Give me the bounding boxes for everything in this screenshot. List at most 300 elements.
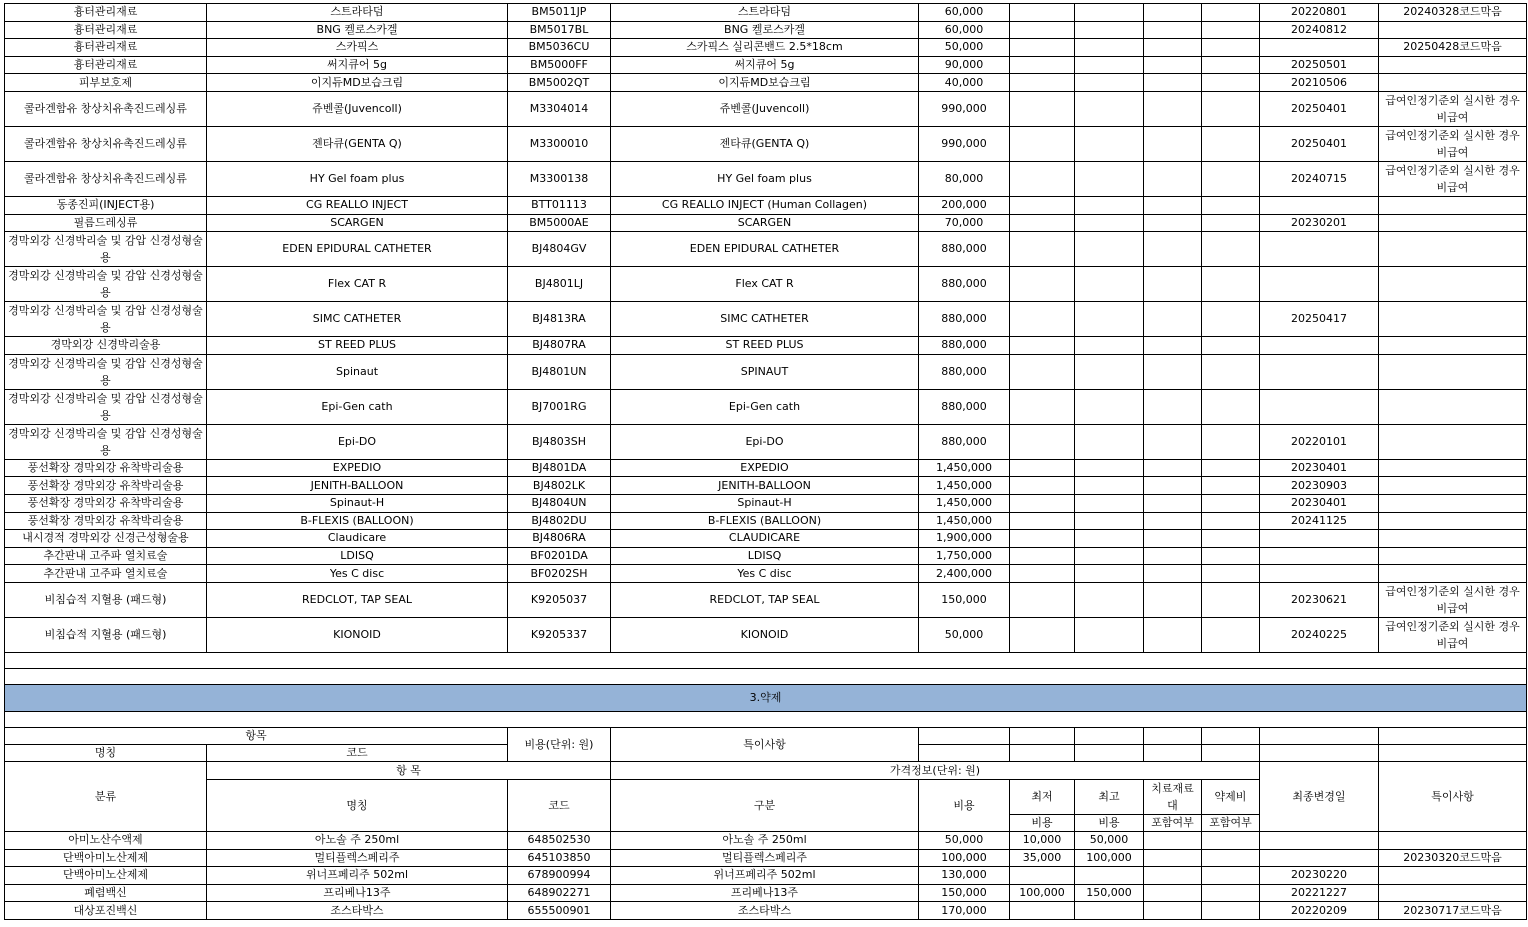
- cell-name: Spinaut: [207, 354, 508, 389]
- cell-code: BM5036CU: [508, 39, 611, 57]
- cell-category: 경막외강 신경박리술 및 감압 신경성형술용: [5, 267, 207, 302]
- cell-max: 50,000: [1075, 832, 1144, 850]
- cell-cost: 150,000: [919, 884, 1010, 902]
- cell-drug: [1202, 21, 1260, 39]
- cell-note: 급여인정기준외 실시한 경우 비급여: [1379, 617, 1527, 652]
- table-row: [5, 302, 1527, 337]
- cell-treat: [1144, 832, 1202, 850]
- cell-code: BF0202SH: [508, 565, 611, 583]
- cell-drug: [1202, 884, 1260, 902]
- cell-note: 급여인정기준외 실시한 경우 비급여: [1379, 126, 1527, 161]
- cell-drug: [1202, 74, 1260, 92]
- cell-date: 20210506: [1260, 74, 1379, 92]
- cell-date: 20220101: [1260, 424, 1379, 459]
- cell-cost: 50,000: [919, 832, 1010, 850]
- cell-category: 콜라겐함유 창상치유촉진드레싱류: [5, 161, 207, 196]
- cell-min: [1010, 161, 1075, 196]
- cell-min: [1010, 547, 1075, 565]
- cell-name: BNG 켈로스카겔: [207, 21, 508, 39]
- cell-drug: [1202, 56, 1260, 74]
- cell-name: 쥬벤콜(Juvencoll): [207, 91, 508, 126]
- cell-note: [1379, 884, 1527, 902]
- cell-note: [1379, 74, 1527, 92]
- cell-division: Spinaut-H: [611, 494, 919, 512]
- cell-category: 흉터관리재료: [5, 4, 207, 22]
- cell-treat: [1144, 161, 1202, 196]
- cell-date: 20250501: [1260, 56, 1379, 74]
- cell-cost: 990,000: [919, 91, 1010, 126]
- cell-treat: [1144, 884, 1202, 902]
- cell-note: [1379, 565, 1527, 583]
- cell-code: 648902271: [508, 884, 611, 902]
- mini-header-item: 항목: [5, 728, 508, 745]
- cell-min: [1010, 582, 1075, 617]
- cell-max: [1075, 389, 1144, 424]
- spacer-row: [5, 652, 1527, 668]
- cell-category: 동종진피(INJECT용): [5, 196, 207, 214]
- cell-cost: 50,000: [919, 39, 1010, 57]
- table-row: [5, 126, 1527, 161]
- cell-name: SIMC CATHETER: [207, 302, 508, 337]
- cell-min: [1010, 4, 1075, 22]
- header-min-top: 최저: [1010, 780, 1075, 815]
- cell-note: [1379, 477, 1527, 495]
- cell-max: [1075, 617, 1144, 652]
- cell-note: [1379, 354, 1527, 389]
- cell-name: 조스타박스: [207, 902, 508, 920]
- table-row: [5, 494, 1527, 512]
- cell-cost: 70,000: [919, 214, 1010, 232]
- cell-note: 급여인정기준외 실시한 경우 비급여: [1379, 582, 1527, 617]
- cell-division: CG REALLO INJECT (Human Collagen): [611, 196, 919, 214]
- cell-code: BM5002QT: [508, 74, 611, 92]
- cell-date: [1260, 337, 1379, 355]
- cell-treat: [1144, 232, 1202, 267]
- drug-table-row: [5, 849, 1527, 867]
- cell-drug: [1202, 617, 1260, 652]
- cell-date: [1260, 267, 1379, 302]
- cell-note: 20230717코드막음: [1379, 902, 1527, 920]
- cell-code: BJ4813RA: [508, 302, 611, 337]
- cell-cost: 80,000: [919, 161, 1010, 196]
- cell-drug: [1202, 547, 1260, 565]
- cell-cost: 880,000: [919, 232, 1010, 267]
- cell-code: M3300138: [508, 161, 611, 196]
- cell-drug: [1202, 214, 1260, 232]
- cell-code: 648502530: [508, 832, 611, 850]
- cell-name: 아노솔 주 250ml: [207, 832, 508, 850]
- cell-treat: [1144, 74, 1202, 92]
- cell-cost: 880,000: [919, 337, 1010, 355]
- table-row: [5, 196, 1527, 214]
- cell-name: EDEN EPIDURAL CATHETER: [207, 232, 508, 267]
- cell-note: [1379, 214, 1527, 232]
- table-row: [5, 337, 1527, 355]
- cell-treat: [1144, 21, 1202, 39]
- cell-category: 풍선확장 경막외강 유착박리술용: [5, 459, 207, 477]
- table-row: [5, 56, 1527, 74]
- cell-max: [1075, 74, 1144, 92]
- cell-date: 20241125: [1260, 512, 1379, 530]
- cell-cost: 1,750,000: [919, 547, 1010, 565]
- cell-category: 흉터관리재료: [5, 39, 207, 57]
- cell-category: 흉터관리재료: [5, 21, 207, 39]
- cell-max: [1075, 354, 1144, 389]
- cell-division: SCARGEN: [611, 214, 919, 232]
- table-row: [5, 39, 1527, 57]
- cell-name: SCARGEN: [207, 214, 508, 232]
- table-row: [5, 530, 1527, 548]
- cell-cost: 1,450,000: [919, 459, 1010, 477]
- cell-note: [1379, 424, 1527, 459]
- cell-max: [1075, 512, 1144, 530]
- cell-drug: [1202, 267, 1260, 302]
- cell-note: [1379, 21, 1527, 39]
- header-division: 구분: [611, 780, 919, 832]
- cell-note: [1379, 530, 1527, 548]
- cell-treat: [1144, 56, 1202, 74]
- section-heading: 3.약제: [5, 684, 1527, 711]
- cell-min: [1010, 354, 1075, 389]
- cell-division: Yes C disc: [611, 565, 919, 583]
- cell-name: LDISQ: [207, 547, 508, 565]
- cell-division: 위너프페리주 502ml: [611, 867, 919, 885]
- cell-category: 경막외강 신경박리술용: [5, 337, 207, 355]
- cell-drug: [1202, 39, 1260, 57]
- cell-name: 이지듀MD보습크림: [207, 74, 508, 92]
- cell-date: [1260, 547, 1379, 565]
- cell-code: BJ4807RA: [508, 337, 611, 355]
- cell-note: [1379, 512, 1527, 530]
- cell-cost: 880,000: [919, 389, 1010, 424]
- cell-division: 써지큐어 5g: [611, 56, 919, 74]
- table-row: [5, 21, 1527, 39]
- cell-name: 써지큐어 5g: [207, 56, 508, 74]
- cell-note: [1379, 232, 1527, 267]
- cell-min: [1010, 389, 1075, 424]
- cell-drug: [1202, 91, 1260, 126]
- cell-division: Epi-Gen cath: [611, 389, 919, 424]
- cell-date: 20230201: [1260, 214, 1379, 232]
- cell-division: EDEN EPIDURAL CATHETER: [611, 232, 919, 267]
- table-row: [5, 389, 1527, 424]
- cell-treat: [1144, 302, 1202, 337]
- cell-min: [1010, 459, 1075, 477]
- cell-category: 내시경적 경막외강 신경근성형술용: [5, 530, 207, 548]
- cell-division: Flex CAT R: [611, 267, 919, 302]
- cell-max: [1075, 337, 1144, 355]
- cell-drug: [1202, 4, 1260, 22]
- cell-cost: 200,000: [919, 196, 1010, 214]
- header-max-top: 최고: [1075, 780, 1144, 815]
- cell-code: BJ4804UN: [508, 494, 611, 512]
- cell-division: CLAUDICARE: [611, 530, 919, 548]
- spacer-row: [5, 712, 1527, 728]
- cell-note: [1379, 494, 1527, 512]
- cell-note: [1379, 56, 1527, 74]
- cell-max: [1075, 902, 1144, 920]
- cell-code: BJ4801DA: [508, 459, 611, 477]
- table-row: [5, 4, 1527, 22]
- cell-drug: [1202, 477, 1260, 495]
- cell-name: Claudicare: [207, 530, 508, 548]
- cell-code: BJ4801UN: [508, 354, 611, 389]
- drug-table-row: [5, 884, 1527, 902]
- cell-min: [1010, 232, 1075, 267]
- cell-name: Flex CAT R: [207, 267, 508, 302]
- mini-header-row: [5, 728, 1527, 745]
- cell-code: 655500901: [508, 902, 611, 920]
- cell-treat: [1144, 494, 1202, 512]
- cell-note: [1379, 459, 1527, 477]
- cell-max: 150,000: [1075, 884, 1144, 902]
- cell-drug: [1202, 832, 1260, 850]
- cell-name: CG REALLO INJECT: [207, 196, 508, 214]
- cell-min: [1010, 530, 1075, 548]
- table-row: [5, 267, 1527, 302]
- cell-category: 아미노산수액제: [5, 832, 207, 850]
- cell-max: [1075, 547, 1144, 565]
- cell-max: [1075, 302, 1144, 337]
- cell-treat: [1144, 477, 1202, 495]
- cell-drug: [1202, 232, 1260, 267]
- table-row: [5, 354, 1527, 389]
- cell-category: 풍선확장 경막외강 유착박리술용: [5, 477, 207, 495]
- cell-category: 비침습적 지혈용 (패드형): [5, 582, 207, 617]
- cell-drug: [1202, 494, 1260, 512]
- cell-min: [1010, 867, 1075, 885]
- cell-treat: [1144, 354, 1202, 389]
- cell-name: KIONOID: [207, 617, 508, 652]
- table-row: [5, 74, 1527, 92]
- cell-name: Spinaut-H: [207, 494, 508, 512]
- cell-min: 35,000: [1010, 849, 1075, 867]
- cell-name: REDCLOT, TAP SEAL: [207, 582, 508, 617]
- cell-drug: [1202, 565, 1260, 583]
- header-category: 분류: [5, 762, 207, 832]
- cell-code: BM5000AE: [508, 214, 611, 232]
- material-price-table: [4, 3, 1527, 712]
- cell-division: EXPEDIO: [611, 459, 919, 477]
- cell-min: [1010, 267, 1075, 302]
- table-row: [5, 214, 1527, 232]
- cell-treat: [1144, 267, 1202, 302]
- header-row-1: [5, 762, 1527, 780]
- cell-treat: [1144, 39, 1202, 57]
- cell-min: [1010, 214, 1075, 232]
- cell-division: HY Gel foam plus: [611, 161, 919, 196]
- header-treat-bottom: 포함여부: [1144, 815, 1202, 832]
- cell-drug: [1202, 302, 1260, 337]
- cell-max: [1075, 126, 1144, 161]
- cell-name: JENITH-BALLOON: [207, 477, 508, 495]
- cell-cost: 150,000: [919, 582, 1010, 617]
- cell-max: [1075, 56, 1144, 74]
- cell-category: 경막외강 신경박리술 및 감압 신경성형술용: [5, 232, 207, 267]
- cell-treat: [1144, 389, 1202, 424]
- cell-division: 아노솔 주 250ml: [611, 832, 919, 850]
- cell-min: [1010, 56, 1075, 74]
- cell-name: EXPEDIO: [207, 459, 508, 477]
- cell-cost: 60,000: [919, 21, 1010, 39]
- cell-drug: [1202, 337, 1260, 355]
- cell-code: BJ4803SH: [508, 424, 611, 459]
- drug-table-row: [5, 902, 1527, 920]
- cell-division: 스트라타덤: [611, 4, 919, 22]
- cell-note: [1379, 196, 1527, 214]
- cell-category: 콜라겐함유 창상치유촉진드레싱류: [5, 91, 207, 126]
- header-min-bottom: 비용: [1010, 815, 1075, 832]
- cell-division: SPINAUT: [611, 354, 919, 389]
- header-item-group: 항 목: [207, 762, 611, 780]
- cell-treat: [1144, 867, 1202, 885]
- cell-code: BJ4802DU: [508, 512, 611, 530]
- cell-max: [1075, 21, 1144, 39]
- material-rows: [5, 4, 1527, 653]
- cell-min: [1010, 337, 1075, 355]
- cell-drug: [1202, 902, 1260, 920]
- cell-note: 20250428코드막음: [1379, 39, 1527, 57]
- cell-cost: 50,000: [919, 617, 1010, 652]
- cell-drug: [1202, 582, 1260, 617]
- cell-max: [1075, 424, 1144, 459]
- cell-name: 젠타큐(GENTA Q): [207, 126, 508, 161]
- cell-code: BJ4806RA: [508, 530, 611, 548]
- cell-cost: 100,000: [919, 849, 1010, 867]
- cell-date: 20250401: [1260, 126, 1379, 161]
- cell-treat: [1144, 91, 1202, 126]
- spacer-row: [5, 668, 1527, 684]
- cell-code: K9205037: [508, 582, 611, 617]
- cell-code: BM5011JP: [508, 4, 611, 22]
- cell-category: 피부보호제: [5, 74, 207, 92]
- cell-name: HY Gel foam plus: [207, 161, 508, 196]
- cell-category: 대상포진백신: [5, 902, 207, 920]
- cell-drug: [1202, 354, 1260, 389]
- drug-table-row: [5, 832, 1527, 850]
- cell-date: 20230401: [1260, 459, 1379, 477]
- cell-date: 20220209: [1260, 902, 1379, 920]
- cell-cost: 130,000: [919, 867, 1010, 885]
- cell-division: SIMC CATHETER: [611, 302, 919, 337]
- cell-min: [1010, 565, 1075, 583]
- cell-max: [1075, 565, 1144, 583]
- table-row: [5, 424, 1527, 459]
- cell-category: 경막외강 신경박리술 및 감압 신경성형술용: [5, 302, 207, 337]
- cell-treat: [1144, 459, 1202, 477]
- cell-division: LDISQ: [611, 547, 919, 565]
- cell-category: 필름드레싱류: [5, 214, 207, 232]
- cell-treat: [1144, 196, 1202, 214]
- cell-division: ST REED PLUS: [611, 337, 919, 355]
- cell-treat: [1144, 617, 1202, 652]
- cell-cost: 90,000: [919, 56, 1010, 74]
- cell-cost: 2,400,000: [919, 565, 1010, 583]
- cell-treat: [1144, 565, 1202, 583]
- cell-category: 단백아미노산제제: [5, 849, 207, 867]
- cell-note: 급여인정기준외 실시한 경우 비급여: [1379, 161, 1527, 196]
- cell-category: 추간판내 고주파 열치료술: [5, 565, 207, 583]
- cell-note: 20230320코드막음: [1379, 849, 1527, 867]
- cell-date: [1260, 354, 1379, 389]
- cell-min: [1010, 74, 1075, 92]
- header-treat-top: 치료재료대: [1144, 780, 1202, 815]
- cell-date: [1260, 832, 1379, 850]
- cell-division: BNG 켈로스카겔: [611, 21, 919, 39]
- cell-code: 645103850: [508, 849, 611, 867]
- cell-max: [1075, 459, 1144, 477]
- cell-treat: [1144, 512, 1202, 530]
- header-max-bottom: 비용: [1075, 815, 1144, 832]
- cell-max: [1075, 196, 1144, 214]
- cell-min: [1010, 902, 1075, 920]
- cell-max: [1075, 4, 1144, 22]
- section-heading-row: [5, 684, 1527, 711]
- cell-code: M3304014: [508, 91, 611, 126]
- cell-date: 20230621: [1260, 582, 1379, 617]
- cell-max: [1075, 530, 1144, 548]
- cell-cost: 1,900,000: [919, 530, 1010, 548]
- cell-max: [1075, 494, 1144, 512]
- cell-name: Epi-Gen cath: [207, 389, 508, 424]
- cell-max: 100,000: [1075, 849, 1144, 867]
- cell-note: 20240328코드막음: [1379, 4, 1527, 22]
- cell-max: [1075, 582, 1144, 617]
- cell-note: [1379, 337, 1527, 355]
- cell-division: 멀티플렉스페리주: [611, 849, 919, 867]
- cell-category: 흉터관리재료: [5, 56, 207, 74]
- table-row: [5, 232, 1527, 267]
- cell-category: 경막외강 신경박리술 및 감압 신경성형술용: [5, 389, 207, 424]
- cell-min: 10,000: [1010, 832, 1075, 850]
- cell-category: 풍선확장 경막외강 유착박리술용: [5, 494, 207, 512]
- cell-min: [1010, 424, 1075, 459]
- cell-max: [1075, 232, 1144, 267]
- header-note: 특이사항: [1379, 762, 1527, 832]
- cell-date: [1260, 232, 1379, 267]
- cell-division: 프리베나13주: [611, 884, 919, 902]
- cell-treat: [1144, 4, 1202, 22]
- header-code: 코드: [508, 780, 611, 832]
- cell-name: 위너프페리주 502ml: [207, 867, 508, 885]
- cell-division: KIONOID: [611, 617, 919, 652]
- cell-min: [1010, 477, 1075, 495]
- cell-name: 멀티플렉스페리주: [207, 849, 508, 867]
- cell-note: [1379, 267, 1527, 302]
- cell-treat: [1144, 126, 1202, 161]
- table-row: [5, 161, 1527, 196]
- cell-treat: [1144, 582, 1202, 617]
- cell-division: 스카픽스 실리콘밴드 2.5*18cm: [611, 39, 919, 57]
- cell-code: BJ4802LK: [508, 477, 611, 495]
- cell-drug: [1202, 161, 1260, 196]
- cell-date: [1260, 849, 1379, 867]
- cell-category: 경막외강 신경박리술 및 감압 신경성형술용: [5, 354, 207, 389]
- cell-date: 20240812: [1260, 21, 1379, 39]
- cell-date: [1260, 565, 1379, 583]
- cell-min: [1010, 494, 1075, 512]
- cell-cost: 990,000: [919, 126, 1010, 161]
- cell-date: 20230903: [1260, 477, 1379, 495]
- cell-category: 경막외강 신경박리술 및 감압 신경성형술용: [5, 424, 207, 459]
- cell-drug: [1202, 849, 1260, 867]
- table-row: [5, 512, 1527, 530]
- table-row: [5, 565, 1527, 583]
- header-drug-bottom: 포함여부: [1202, 815, 1260, 832]
- cell-division: B-FLEXIS (BALLOON): [611, 512, 919, 530]
- cell-treat: [1144, 214, 1202, 232]
- cell-cost: 880,000: [919, 267, 1010, 302]
